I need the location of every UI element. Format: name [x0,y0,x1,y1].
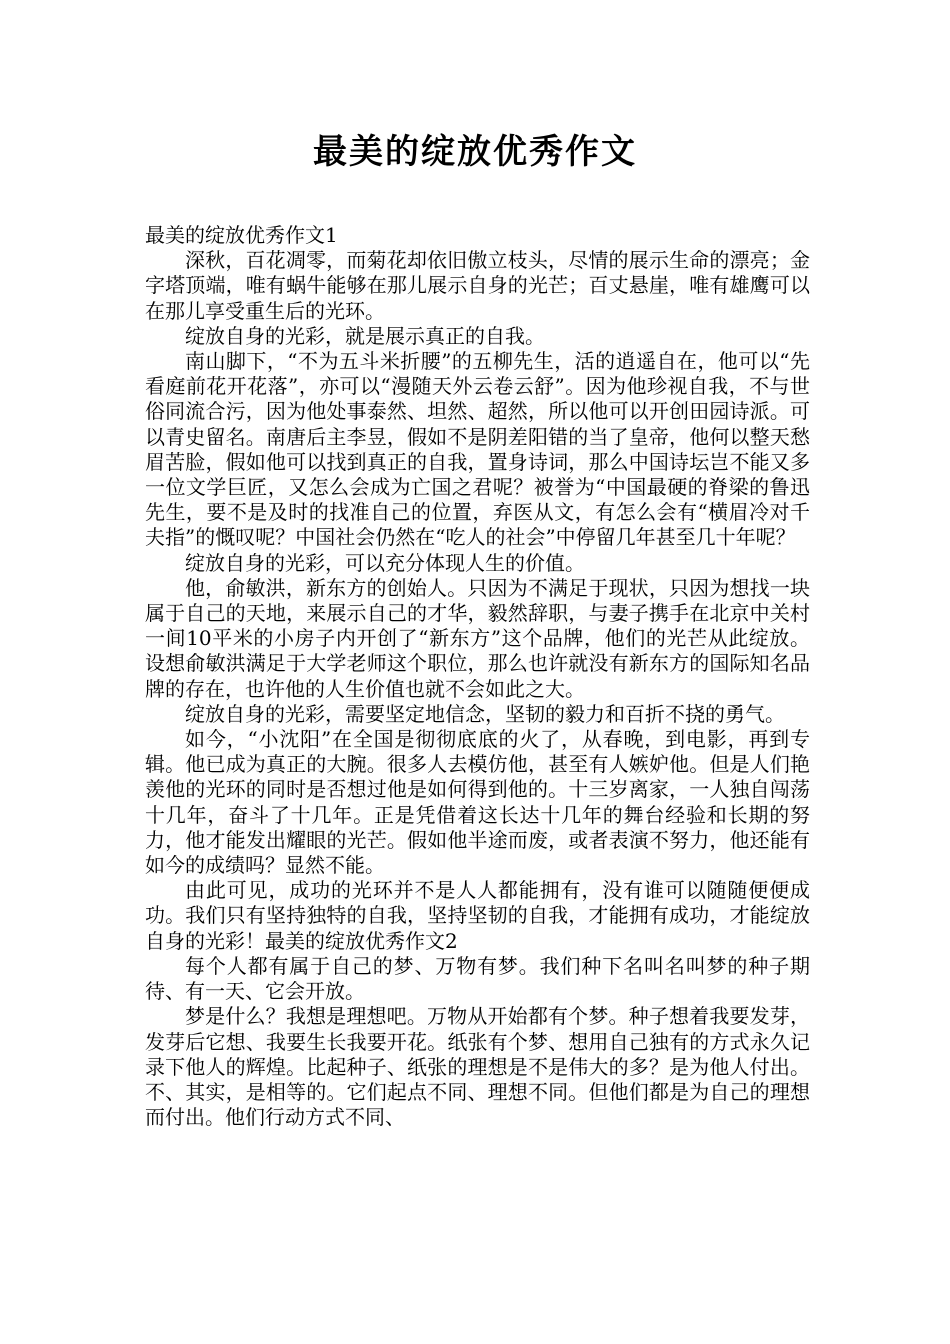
paragraph: 南山脚下，“不为五斗米折腰”的五柳先生，活的逍遥自在，他可以“先看庭前花开花落”，亦可以“漫随天外云卷云舒”。因为他珍视自我，不与世俗同流合污，因为他处事泰然、坦然、超然，所以他可以开创田园诗派。可以青史留名。南唐后主李昱，假如不是阴差阳错的当了皇帝，他何以整天愁眉苦脸，假如他可以找到真正的自我，置身诗词，那么中国诗坛岂不能又多一位文学巨匠，又怎么会成为亡国之君呢？被誉为“中国最硬的脊梁的鲁迅先生，要不是及时的找准自己的位置，弃医从文，有怎么会有“横眉冷对千夫指”的慨叹呢？中国社会仍然在“吃人的社会”中停留几年甚至几十年呢？ [145,349,810,550]
paragraph: 绽放自身的光彩，就是展示真正的自我。 [185,323,545,348]
paragraph: 每个人都有属于自己的梦、万物有梦。我们种下名叫名叫梦的种子期待、有一天、它会开放。 [145,953,810,1004]
document-body [145,223,810,1130]
paragraph: 深秋，百花凋零，而菊花却依旧傲立枝头，尽情的展示生命的漂亮；金字塔顶端，唯有蜗牛能够在那儿展示自身的光芒；百丈悬崖，唯有雄鹰可以在那儿享受重生后的光环。 [145,248,810,323]
paragraph: 绽放自身的光彩，需要坚定地信念，坚韧的毅力和百折不挠的勇气。 [185,701,785,726]
paragraph: 他，俞敏洪，新东方的创始人。只因为不满足于现状，只因为想找一块属于自己的天地，来展示自己的才华，毅然辞职，与妻子携手在北京中关村一间10平米的小房子内开创了“新东方”这个品牌，他们的光芒从此绽放。设想俞敏洪满足于大学老师这个职位，那么也许就没有新东方的国际知名品牌的存在，也许他的人生价值也就不会如此之大。 [145,575,810,701]
paragraph-heading: 最美的绽放优秀作文1 [145,223,338,247]
paragraph: 如今，“小沈阳”在全国是彻彻底底的火了，从春晚，到电影，再到专辑。他已成为真正的大腕。很多人去模仿他，甚至有人嫉妒他。但是人们艳羡他的光环的同时是否想过他是如何得到他的。十三岁离家，一人独自闯荡十几年，奋斗了十几年。正是凭借着这长达十几年的舞台经验和长期的努力，他才能发出耀眼的光芒。假如他半途而废，或者表演不努力，他还能有如今的成绩吗？显然不能。 [145,727,810,878]
paragraph: 由此可见，成功的光环并不是人人都能拥有，没有谁可以随随便便成功。我们只有坚持独特的自我，坚持坚韧的自我，才能拥有成功，才能绽放自身的光彩！最美的绽放优秀作文2 [145,878,810,953]
paragraph: 梦是什么？我想是理想吧。万物从开始都有个梦。种子想着我要发芽，发芽后它想、我要生长我要开花。纸张有个梦、想用自己独有的方式永久记录下他人的辉煌。比起种子、纸张的理想是不是伟大的多？是为他人付出。不、其实，是相等的。它们起点不同、理想不同。但他们都是为自己的理想而付出。他们行动方式不同、 [145,1004,810,1130]
paragraph: 绽放自身的光彩，可以充分体现人生的价值。 [185,550,585,575]
document-title: 最美的绽放优秀作文 [313,132,637,172]
